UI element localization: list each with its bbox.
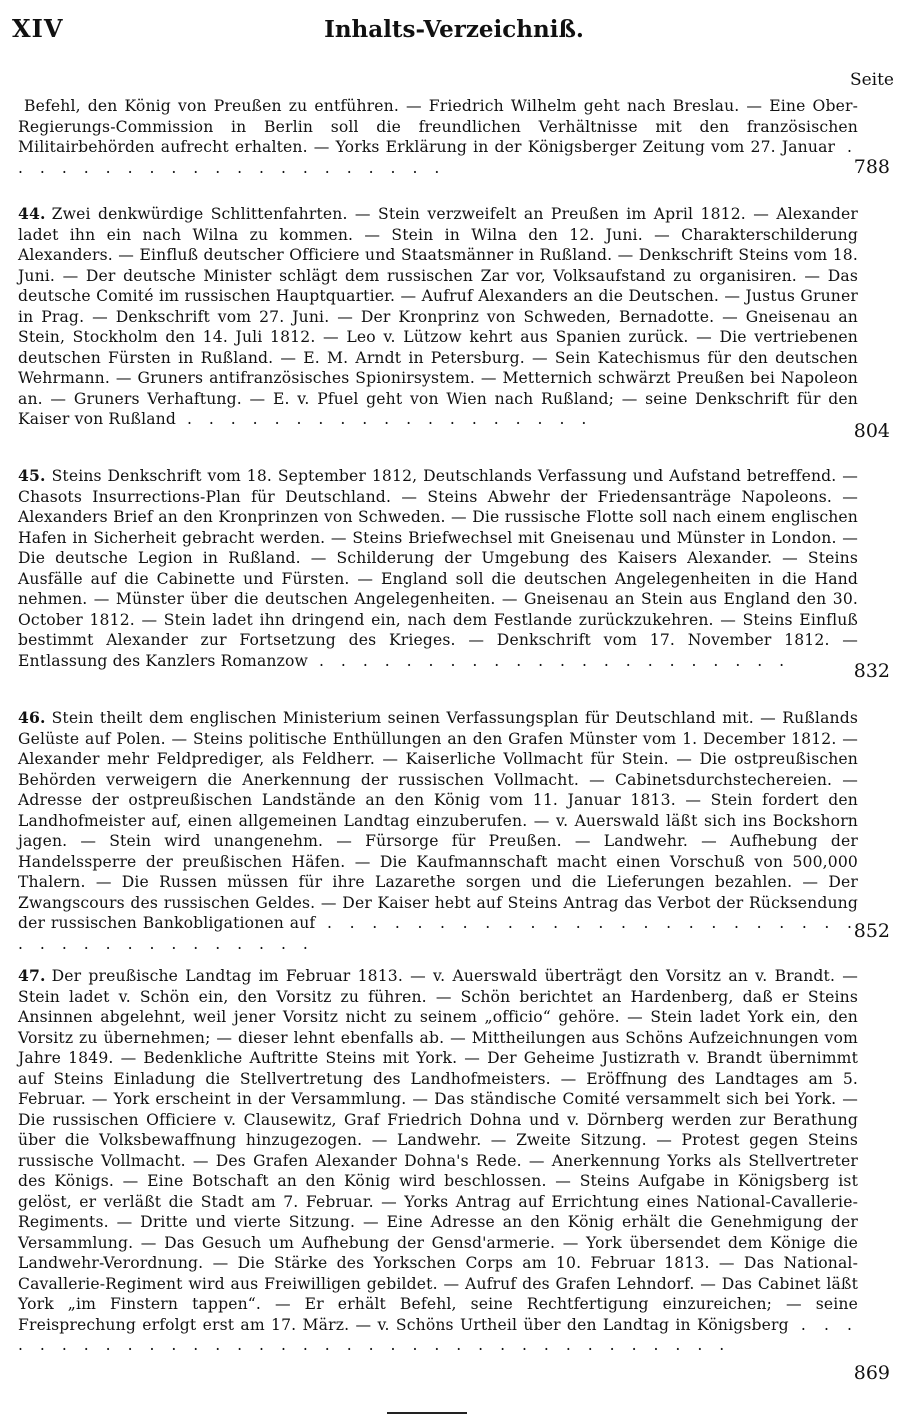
entry-page-ref: 804 — [853, 420, 890, 442]
page-column-label: Seite — [849, 70, 894, 90]
toc-entry — [18, 966, 858, 1356]
closing-rule — [387, 1412, 467, 1414]
dot-leader: . . . . . . . . . . . . . . . . . . . — [175, 410, 593, 428]
toc-entry — [18, 96, 858, 178]
entry-page-ref: 869 — [853, 1362, 890, 1384]
entry-text: Der preußische Landtag im Februar 1813. — v. Auerswald überträgt den Vorsitz an v. Brandt. — Stein ladet v. Schön ein, den Vorsitz zu führen. — Schön berichtet an Hardenberg, daß er Steins Ansinnen abgelehnt, weil jener Vorsitz nicht zu seinem „officio“ gehöre. — Stein ladet York ein, den Vorsitz zu übernehmen; — dieser lehnt ebenfalls ab. — Mittheilungen aus Schöns Aufzeichnungen vom Jahre 1849. — Bedenkliche Auftritte Steins mit York. — Der Geheime Justizrath v. Brandt übernimmt auf Steins Einladung die Stellvertretung des Landhofmeisters. — Eröffnung des Landtages am 5. Februar. — York erscheint in der Versammlung. — Das ständische Comité versammelt sich bei York. — Die russischen Officiere v. Clausewitz, Graf Friedrich Dohna und v. Dörnberg werden zur Berathung über die Volksbewaffnung hinzugezogen. — Landwehr. — Zweite Sitzung. — Protest gegen Steins russische Vollmacht. — Des Grafen Alexander Dohna's Rede. — Anerkennung Yorks als Stellvertreter des Königs. — Eine Botschaft an den König wird beschlossen. — Steins Aufgabe in Königsberg ist gelöst, er verläßt die Stadt am 7. Februar. — Yorks Antrag auf Errichtung eines National-Cavallerie-Regiments. — Dritte und vierte Sitzung. — Eine Adresse an den König erhält die Genehmigung der Versammlung. — Das Gesuch um Aufhebung der Gensd'armerie. — York übersendet dem Könige die Landwehr-Verordnung. — Die Stärke des Yorkschen Corps am 10. Februar 1813. — Das National-Cavallerie-Regiment wird aus Freiwilligen gebildet. — Aufruf des Grafen Lehndorf. — Das Cabinet läßt York „im Finstern tappen“. — Er erhält Befehl, seine Rechtfertigung einzureichen; — seine Freisprechung erfolgt erst am 17. März. — v. Schöns Urtheil über den Landtag in Königsberg — [18, 967, 858, 1334]
entry-text: Steins Denkschrift vom 18. September 1812, Deutschlands Verfassung und Aufstand betreffend. — Chasots Insurrections-Plan für Deutschland. — Steins Abwehr der Friedensanträge Napoleons. — Alexanders Brief an den Kronprinzen von Schweden. — Die russische Flotte soll nach einem englischen Hafen in Sicherheit gebracht werden. — Steins Briefwechsel mit Gneisenau und Münster in London. — Die deutsche Legion in Rußland. — Schilderung der Umgebung des Kaisers Alexander. — Steins Ausfälle auf die Cabinette und Fürsten. — England soll die deutschen Angelegenheiten in die Hand nehmen. — Münster über die deutschen Angelegenheiten. — Gneisenau an Stein aus England den 30. October 1812. — Stein ladet ihn dringend ein, nach dem Festlande zurückzukehren. — Steins Einfluß bestimmt Alexander zur Fortsetzung des Krieges. — Denkschrift vom 17. November 1812. — Entlassung des Kanzlers Romanzow — [18, 467, 858, 670]
entry-text: Stein theilt dem englischen Ministerium seinen Verfassungsplan für Deutschland mit. — Rußlands Gelüste auf Polen. — Steins politische Enthüllungen an den Grafen Münster vom 1. December 1812. — Alexander mehr Feldprediger, als Feldherr. — Kaiserliche Vollmacht für Stein. — Die ostpreußischen Behörden verweigern die Anerkennung der russischen Vollmacht. — Cabinetsdurchstechereien. — Adresse der ostpreußischen Landstände an den König vom 11. Januar 1813. — Stein fordert den Landhofmeister auf, einen allgemeinen Landtag einzuberufen. — v. Auerswald läßt sich ins Bockshorn jagen. — Stein wird unangenehm. — Fürsorge für Preußen. — Landwehr. — Aufhebung der Handelssperre der preußischen Häfen. — Die Kaufmannschaft macht einen Vorschuß von 500,000 Thalern. — Die Russen müssen für ihre Lazarethe sorgen und die Lieferungen bezahlen. — Der Zwangscours des russischen Geldes. — Der Kaiser hebt auf Steins Antrag das Verbot der Rücksendung der russischen Bankobligationen auf — [18, 709, 858, 932]
page-number: XIV — [12, 14, 64, 43]
toc-entry — [18, 708, 858, 954]
dot-leader: . . . . . . . . . . . . . . . . . . . . . . . . . . . . . . . . . . . . . . — [18, 914, 858, 953]
entry-page-ref: 852 — [853, 920, 890, 942]
toc-entry — [18, 466, 858, 671]
page-header — [0, 10, 908, 50]
entry-page-ref: 832 — [853, 660, 890, 682]
toc-entry — [18, 204, 858, 430]
entry-number: 47. — [18, 966, 46, 985]
entry-number: 45. — [18, 466, 46, 485]
entry-number: 46. — [18, 708, 46, 727]
dot-leader: . . . . . . . . . . . . . . . . . . . . . . . . . . . . . . . . . . . . — [18, 1315, 858, 1354]
dot-leader: . . . . . . . . . . . . . . . . . . . . . . — [308, 651, 791, 670]
entry-number: 44. — [18, 204, 46, 223]
running-title: Inhalts-Verzeichniß. — [324, 16, 584, 43]
entry-text: Zwei denkwürdige Schlittenfahrten. — Stein verzweifelt an Preußen im April 1812. — Alexander ladet ihn ein nach Wilna zu kommen. — Stein in Wilna den 12. Juni. — Charakterschilderung Alexanders. — Einfluß deutscher Officiere und Staatsmänner in Rußland. — Denkschrift Steins vom 18. Juni. — Der deutsche Minister schlägt dem russischen Zar vor, Volksaufstand zu organisiren. — Das deutsche Comité im russischen Hauptquartier. — Aufruf Alexanders an die Deutschen. — Justus Gruner in Prag. — Denkschrift vom 27. Juni. — Der Kronprinz von Schweden, Bernadotte. — Gneisenau an Stein, Stockholm den 14. Juli 1812. — Leo v. Lützow kehrt aus Spanien zurück. — Die vertriebenen deutschen Fürsten in Rußland. — E. M. Arndt in Petersburg. — Sein Katechismus für den deutschen Wehrmann. — Gruners antifranzösisches Spionirsystem. — Metternich schwärzt Preußen bei Napoleon an. — Gruners Verhaftung. — E. v. Pfuel geht von Wien nach Rußland; — seine Denkschrift für den Kaiser von Rußland — [18, 205, 858, 428]
dot-leader: . . . . . . . . . . . . . . . . . . . . . — [18, 138, 858, 177]
entry-text: Befehl, den König von Preußen zu entführen. — Friedrich Wilhelm geht nach Breslau. — Eine Ober-Regierungs-Commission in Berlin soll die freundlichen Verhältnisse mit den französischen Militairbehörden aufrecht erhalten. — Yorks Erklärung in der Königsberger Zeitung vom 27. Januar — [18, 97, 858, 156]
entry-page-ref: 788 — [853, 156, 890, 178]
